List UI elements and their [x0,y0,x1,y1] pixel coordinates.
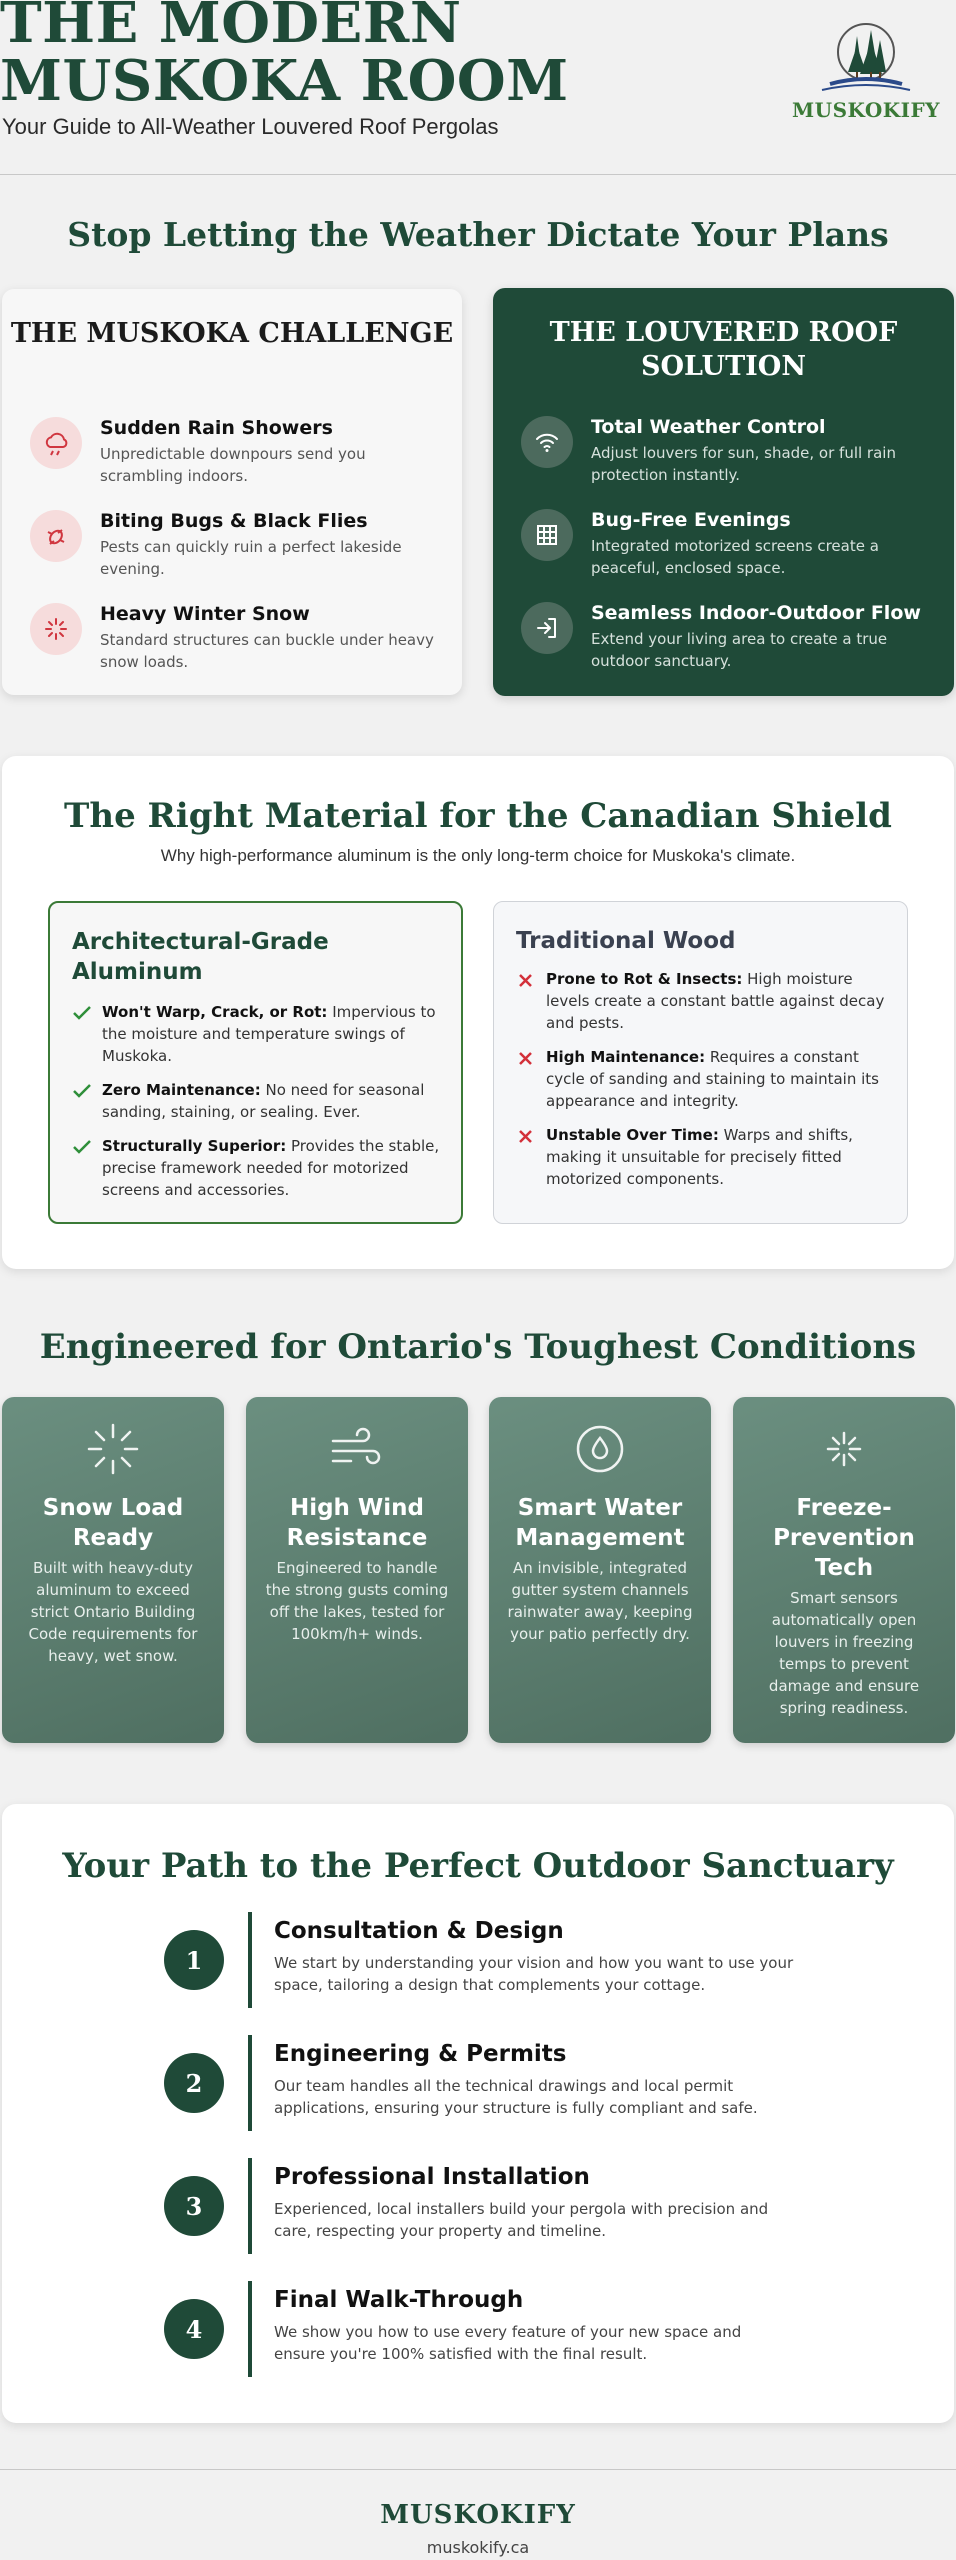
step-divider [248,1912,252,2008]
step-title: Engineering & Permits [274,2041,567,2067]
feature-tile-snow [2,1397,224,1743]
step-title: Professional Installation [274,2164,590,2190]
step-number: 1 [164,1930,224,1990]
page-subtitle: Your Guide to All-Weather Louvered Roof Pergolas [2,114,499,139]
wood-point-text: Warps and shifts, making it unsuitable for precisely fitted motorized components. [546,1126,853,1188]
process-section [2,1804,954,2423]
cross-icon [516,1046,536,1068]
step-number: 3 [164,2176,224,2236]
process-section-title: Your Path to the Perfect Outdoor Sanctuary [62,1846,894,1886]
step-divider [248,2158,252,2254]
checkmark-icon [72,1135,92,1157]
solution-item-desc: Extend your living area to create a true outdoor sanctuary. [591,630,888,670]
challenge-item-desc: Pests can quickly ruin a perfect lakeside evening. [100,538,402,578]
step-number: 2 [164,2053,224,2113]
rain-cloud-icon [30,417,82,469]
aluminum-comparison-box [48,901,463,1224]
snow-burst-icon [2,1421,224,1477]
material-section [2,756,954,1269]
step-title: Final Walk-Through [274,2287,524,2313]
checkmark-icon [72,1079,92,1101]
challenge-item-title: Heavy Winter Snow [100,603,310,625]
step-divider [248,2035,252,2131]
solution-item-title: Total Weather Control [591,416,826,438]
feature-tile-title: Smart Water Management [515,1495,685,1551]
page-footer [0,2469,956,2560]
checkmark-icon [72,1001,92,1023]
enter-icon [521,602,573,654]
step-title: Consultation & Design [274,1918,564,1944]
process-step [164,2035,804,2131]
feature-tile-wind [246,1397,468,1743]
snowflake-icon [30,603,82,655]
step-desc: We start by understanding your vision and how you want to use your space, tailoring a design that complements your cottage. [274,1954,794,1994]
feature-tile-title: Freeze-Prevention Tech [773,1495,915,1581]
material-section-title: The Right Material for the Canadian Shield [64,796,892,836]
pine-trees-icon [778,22,954,98]
wood-point-bold: Prone to Rot & Insects: [546,970,743,988]
process-step [164,2158,804,2254]
footer-brand: MUSKOKIFY [380,2500,576,2530]
feature-tile-title: Snow Load Ready [42,1495,184,1551]
wind-icon [246,1421,468,1477]
solution-item-title: Bug-Free Evenings [591,509,791,531]
wood-point-bold: Unstable Over Time: [546,1126,719,1144]
footer-website-link[interactable]: muskokify.ca [426,2538,530,2557]
screen-grid-icon [521,509,573,561]
aluminum-point-bold: Structurally Superior: [102,1137,287,1155]
challenge-item-desc: Unpredictable downpours send you scrambling indoors. [100,445,366,485]
wood-heading: Traditional Wood [516,928,736,954]
bug-icon [30,510,82,562]
brand-logo[interactable] [778,22,954,122]
feature-tile-desc: Engineered to handle the strong gusts coming off the lakes, tested for 100km/h+ winds. [265,1559,449,1643]
process-step [164,2281,804,2377]
aluminum-point-bold: Won't Warp, Crack, or Rot: [102,1003,328,1021]
step-desc: We show you how to use every feature of your new space and ensure you're 100% satisfied with the final result. [274,2323,742,2363]
step-desc: Experienced, local installers build your pergola with precision and care, respecting your property and timeline. [274,2200,769,2240]
engineering-section-title: Engineered for Ontario's Toughest Conditions [39,1327,917,1367]
page-header [0,0,956,175]
solution-item-desc: Adjust louvers for sun, shade, or full rain protection instantly. [591,444,896,484]
challenge-item-title: Sudden Rain Showers [100,417,333,439]
feature-tile-title: High Wind Resistance [286,1495,428,1551]
wood-point-bold: High Maintenance: [546,1048,706,1066]
step-number: 4 [164,2299,224,2359]
aluminum-point-text: Provides the stable, precise framework needed for motorized screens and accessories. [102,1137,440,1199]
cross-icon [516,1124,536,1146]
feature-tile-desc: Smart sensors automatically open louvers in freezing temps to prevent damage and ensure spring readiness. [768,1589,920,1717]
freeze-icon [733,1421,955,1477]
wood-point-text: High moisture levels create a constant battle against decay and pests. [546,970,885,1032]
solution-heading: THE LOUVERED ROOF SOLUTION [549,317,898,382]
aluminum-heading: Architectural-Grade Aluminum [72,929,329,985]
solution-item-title: Seamless Indoor-Outdoor Flow [591,602,921,624]
material-section-subtitle: Why high-performance aluminum is the only long-term choice for Muskoka's climate. [160,846,796,865]
page-title: THE MODERN MUSKOKA ROOM [0,0,569,114]
step-desc: Our team handles all the technical drawings and local permit applications, ensuring your structure is fully compliant and safe. [274,2077,758,2117]
feature-tile-water [489,1397,711,1743]
challenge-item-title: Biting Bugs & Black Flies [100,510,368,532]
signal-icon [521,416,573,468]
aluminum-point-text: No need for seasonal sanding, staining, or sealing. Ever. [102,1081,425,1121]
solution-item-desc: Integrated motorized screens create a peaceful, enclosed space. [591,537,879,577]
feature-tile-desc: Built with heavy-duty aluminum to exceed strict Ontario Building Code requirements for heavy, wet snow. [28,1559,198,1665]
challenge-heading: THE MUSKOKA CHALLENGE [10,318,454,349]
aluminum-point-bold: Zero Maintenance: [102,1081,261,1099]
logo-wordmark: MUSKOKIFY [791,98,940,122]
feature-tile-freeze [733,1397,955,1743]
aluminum-point-text: Impervious to the moisture and temperature swings of Muskoka. [102,1003,436,1065]
challenge-card [2,289,462,695]
cross-icon [516,968,536,990]
challenge-item-desc: Standard structures can buckle under heavy snow loads. [100,631,434,671]
water-drop-icon [489,1421,711,1477]
feature-tile-desc: An invisible, integrated gutter system channels rainwater away, keeping your patio perfectly dry. [507,1559,693,1643]
wood-comparison-box [493,901,908,1224]
weather-section-title: Stop Letting the Weather Dictate Your Plans [67,215,889,254]
solution-card [493,288,954,696]
process-step [164,1912,804,2008]
wood-point-text: Requires a constant cycle of sanding and staining to maintain its appearance and integrity. [546,1048,879,1110]
step-divider [248,2281,252,2377]
